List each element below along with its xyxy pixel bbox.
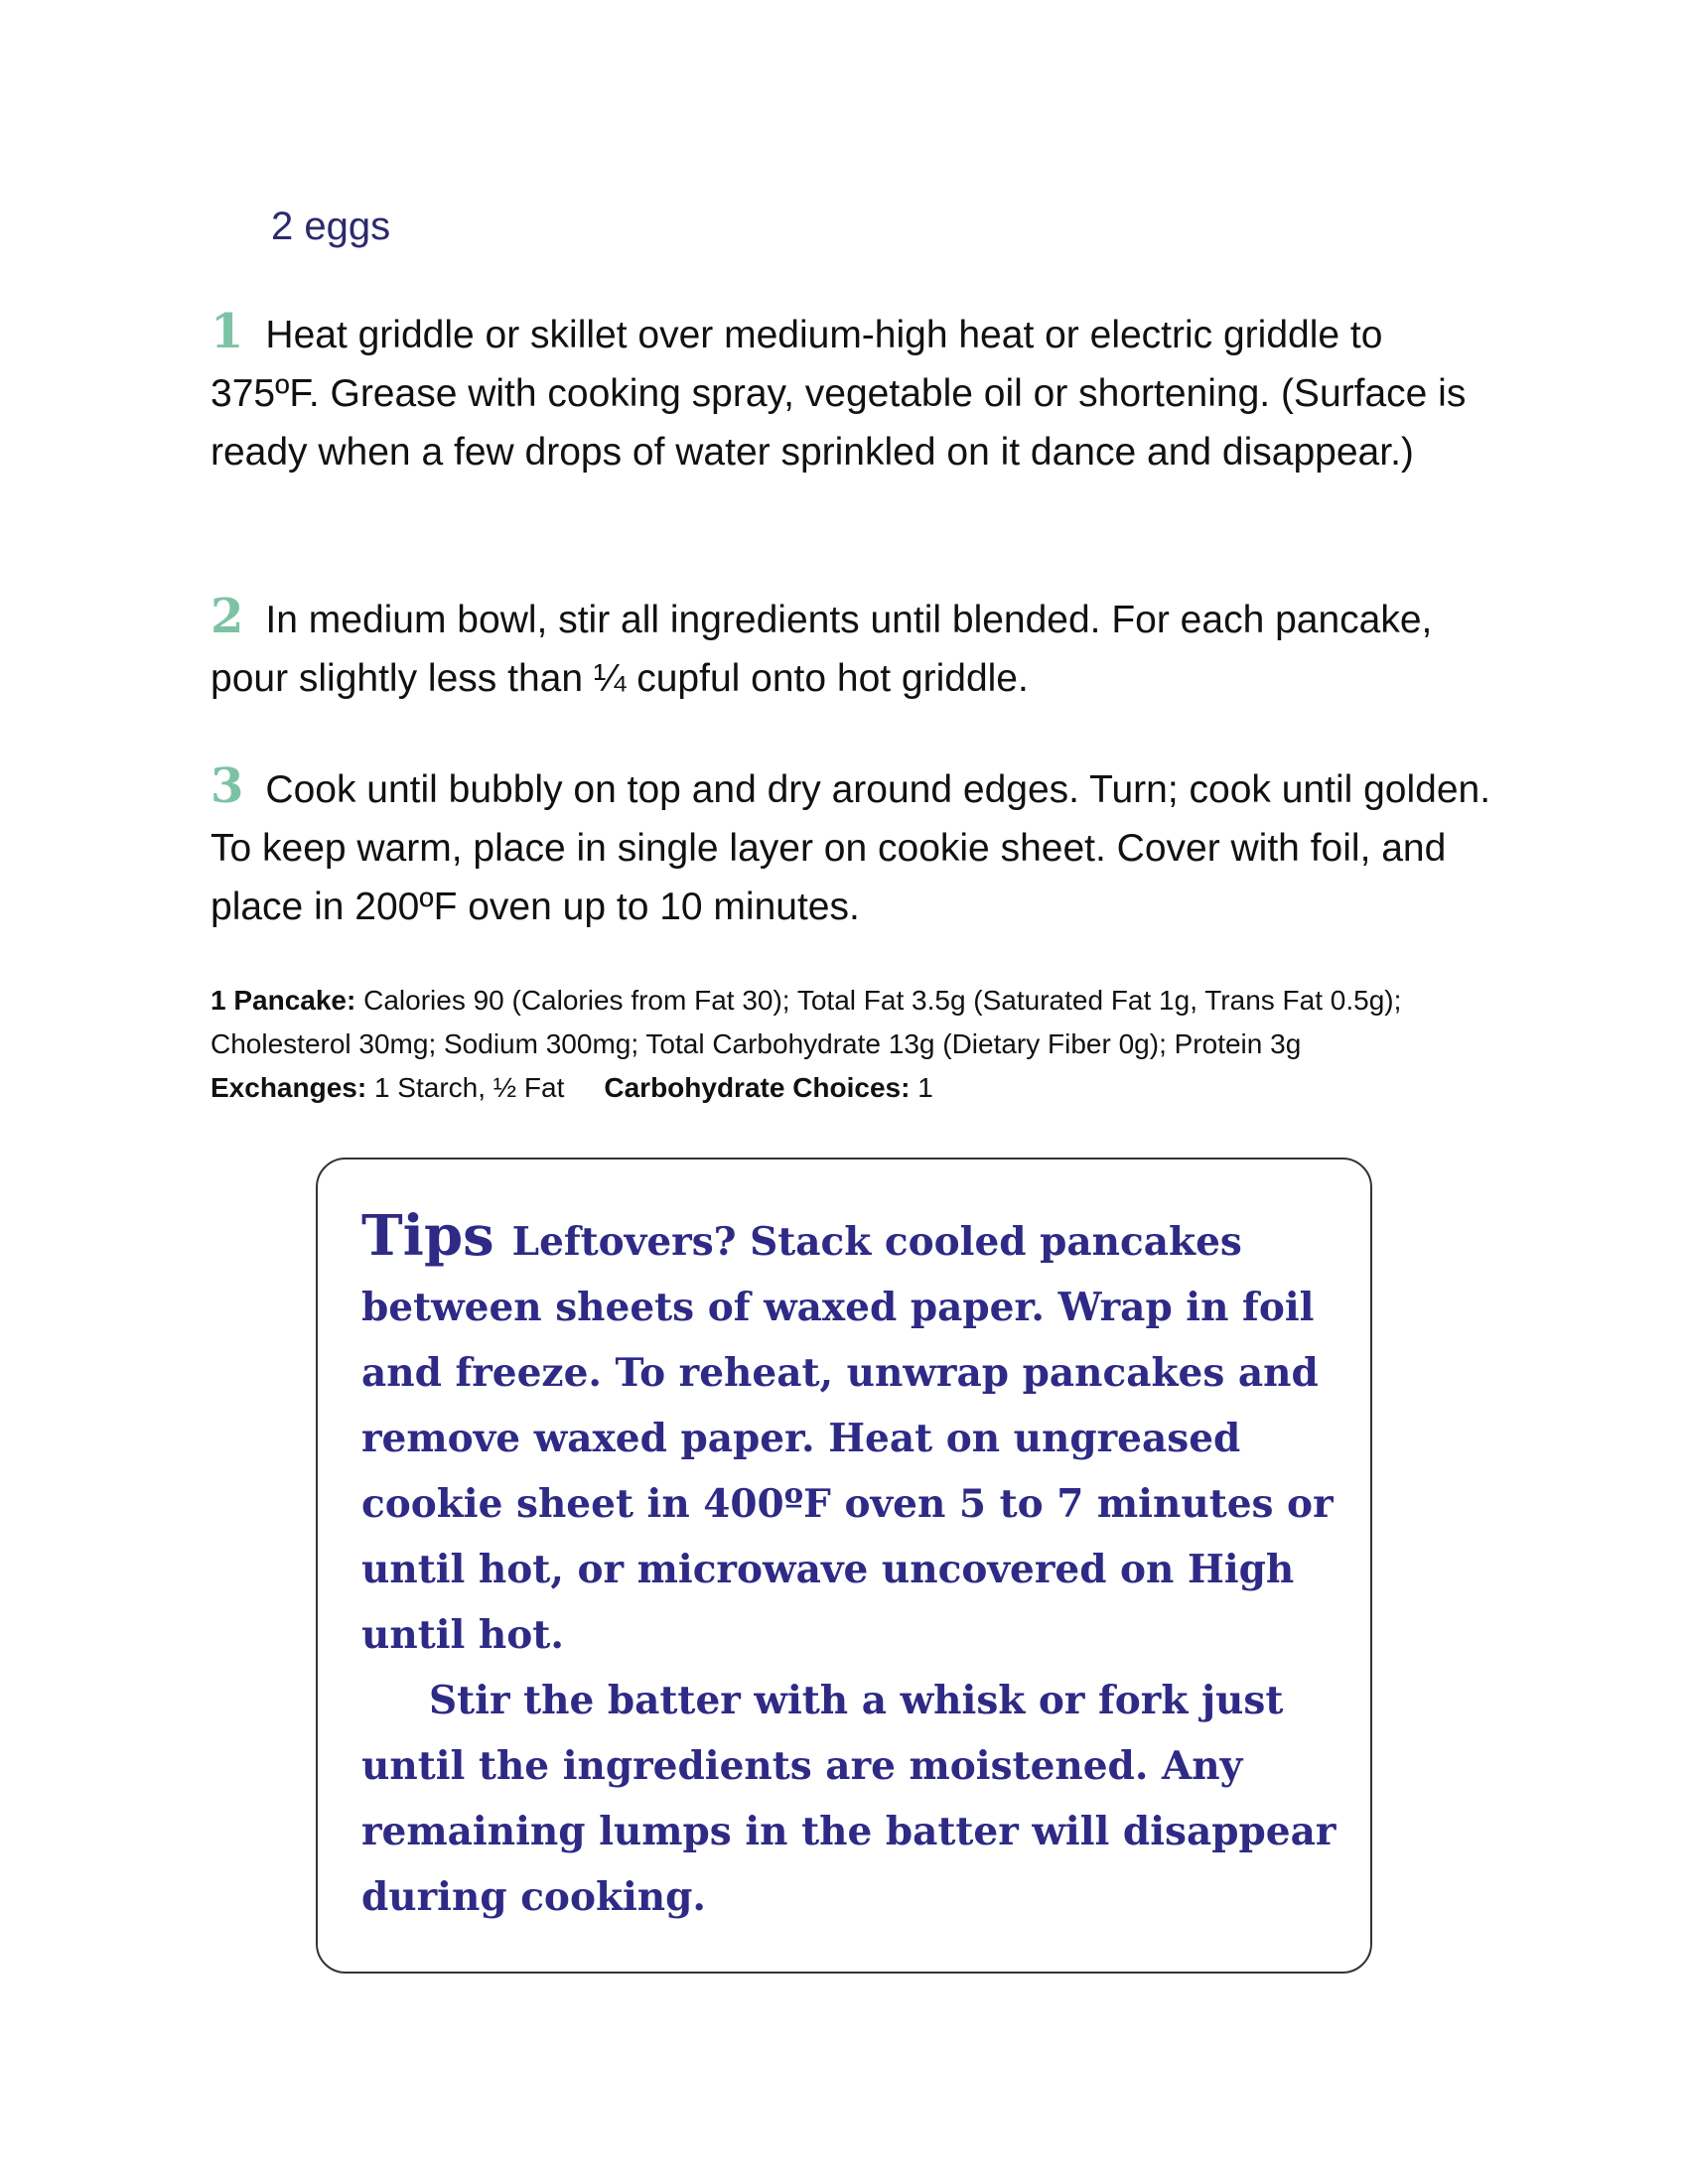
exchanges-label: Exchanges: bbox=[211, 1072, 367, 1103]
step-text: Cook until bubbly on top and dry around edges. Turn; cook until golden. To keep warm, place in single layer on cookie sheet. Cover with foil, and place in 200ºF oven up to 10 minutes. bbox=[211, 768, 1491, 928]
exchanges-value: 1 Starch, ½ Fat bbox=[373, 1072, 565, 1103]
step-3 bbox=[211, 757, 1491, 936]
tips-box bbox=[316, 1158, 1372, 1974]
nutrition-info bbox=[211, 979, 1491, 1110]
step-number: 1 bbox=[211, 304, 244, 359]
ingredient-line: 2 eggs bbox=[271, 205, 391, 248]
tips-heading: Tips bbox=[361, 1203, 494, 1269]
step-number: 2 bbox=[211, 589, 244, 644]
step-text: Heat griddle or skillet over medium-high heat or electric griddle to 375ºF. Grease with cooking spray, vegetable oil or shortening. (Surface is ready when a few drops of water sprinkled on it dance and disappear.) bbox=[211, 314, 1467, 474]
step-2 bbox=[211, 588, 1491, 708]
step-text: In medium bowl, stir all ingredients until blended. For each pancake, pour slightly less than ¼ cupful onto hot griddle. bbox=[211, 599, 1433, 700]
tips-paragraph-1 bbox=[361, 1203, 1344, 1668]
carb-choices-label: Carbohydrate Choices: bbox=[604, 1072, 911, 1103]
tips-paragraph-2: Stir the batter with a whisk or fork just until the ingredients are moistened. Any remaining lumps in the batter will disappear during cooking. bbox=[361, 1678, 1336, 1920]
step-number: 3 bbox=[211, 758, 244, 814]
carb-choices-value: 1 bbox=[917, 1072, 933, 1103]
tips-paragraph-1-text: Leftovers? Stack cooled pancakes between sheets of waxed paper. Wrap in foil and freeze. To reheat, unwrap pancakes and remove waxed paper. Heat on ungreased cookie sheet in 400ºF oven 5 to 7 minutes or until hot, or microwave uncovered on High until hot. bbox=[361, 1219, 1334, 1658]
tips-content bbox=[361, 1203, 1344, 1930]
nutrition-facts: Calories 90 (Calories from Fat 30); Total Fat 3.5g (Saturated Fat 1g, Trans Fat 0.5g); Cholesterol 30mg; Sodium 300mg; Total Carbohydrate 13g (Dietary Fiber 0g); Protein 3g bbox=[211, 985, 1402, 1059]
serving-label: 1 Pancake: bbox=[211, 985, 356, 1016]
step-1 bbox=[211, 303, 1491, 481]
